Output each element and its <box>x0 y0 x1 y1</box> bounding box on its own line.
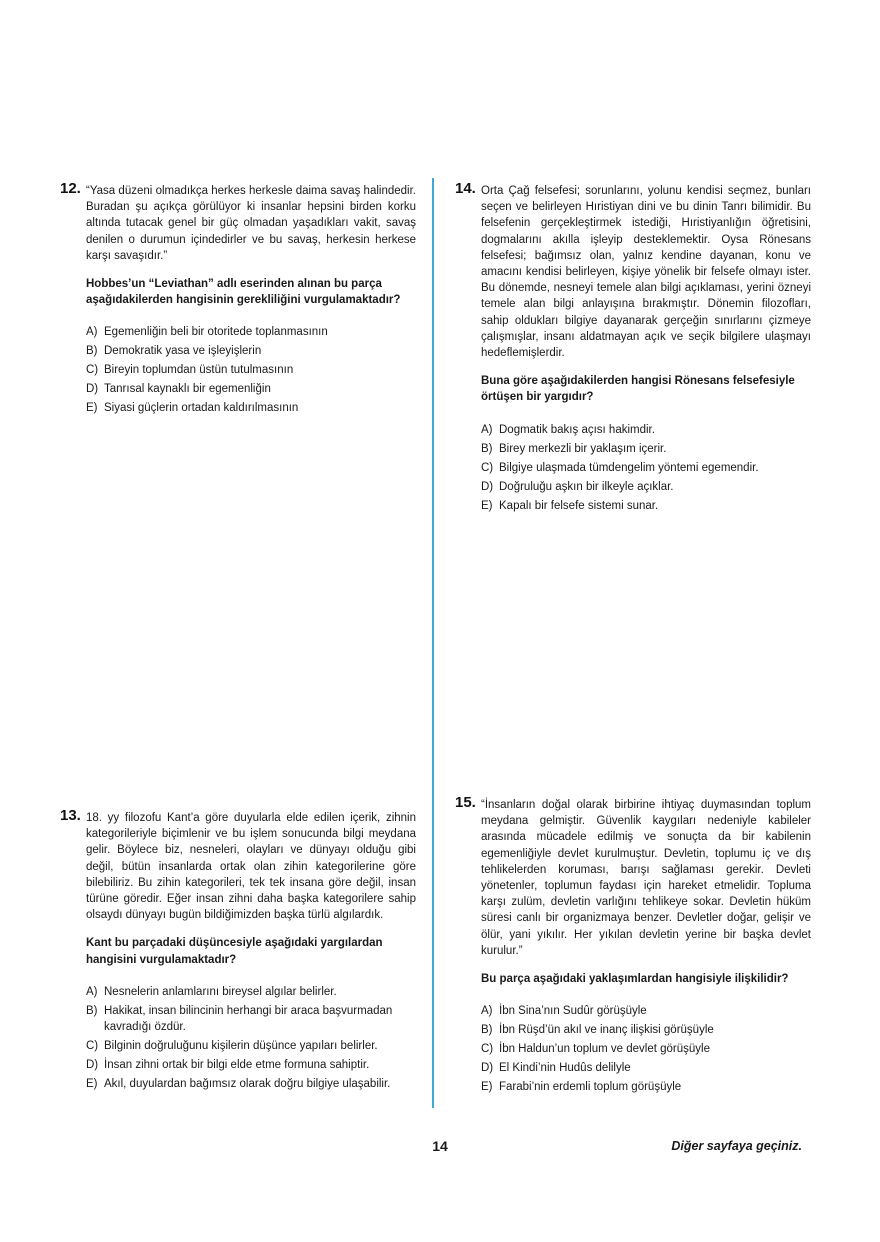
option-letter: D) <box>86 1058 99 1071</box>
option-letter: E) <box>481 499 493 512</box>
option-text: İbn Haldun’un toplum ve devlet görüşüyle <box>499 1043 710 1056</box>
option-text: Egemenliğin beli bir otoritede toplanmasının <box>104 326 328 339</box>
option-letter: A) <box>481 423 493 436</box>
option-letter: B) <box>481 442 493 455</box>
option-a[interactable] <box>86 984 416 1000</box>
option-c[interactable] <box>86 1038 416 1054</box>
question-number: 15. <box>455 794 476 811</box>
option-text: Tanrısal kaynaklı bir egemenliğin <box>104 383 271 396</box>
page-number: 14 <box>432 1138 448 1154</box>
option-letter: B) <box>481 1024 493 1037</box>
option-b[interactable] <box>481 1022 811 1038</box>
option-letter: A) <box>86 985 98 998</box>
column-divider <box>432 178 434 1108</box>
question-prompt: Bu parça aşağıdaki yaklaşımlardan hangisiyle ilişkilidir? <box>481 973 789 986</box>
answer-options <box>481 422 811 514</box>
option-letter: E) <box>481 1081 493 1094</box>
option-letter: A) <box>481 1005 493 1018</box>
option-d[interactable] <box>481 479 811 495</box>
option-d[interactable] <box>481 1060 811 1076</box>
option-text: İbn Rüşd’ün akıl ve inanç ilişkisi görüşüyle <box>499 1024 714 1037</box>
question-number: 12. <box>60 180 81 197</box>
question-stem: “Yasa düzeni olmadıkça herkes herkesle daima savaş halindedir. Buradan şu açıkça görülüyor ki insanlar hepsini birden korku altında tutacak genel bir güç olmadan yaşadıkları vakit, savaş denilen o durumun içindedirler ve bu savaş, herkesin herkese karşı savaşıdır.” <box>86 185 416 262</box>
option-letter: C) <box>481 461 494 474</box>
option-c[interactable] <box>481 460 811 476</box>
option-a[interactable] <box>86 324 416 340</box>
option-text: Bilginin doğruluğunu kişilerin düşünce yapıları belirler. <box>104 1039 378 1052</box>
option-e[interactable] <box>86 400 416 416</box>
option-a[interactable] <box>481 422 811 438</box>
option-d[interactable] <box>86 1057 416 1073</box>
question-stem: Orta Çağ felsefesi; sorunlarını, yolunu kendisi seçmez, bunları seçen ve belirleyen Hıristiyan dini ve bu dinin Tanrı bilimidir. Bu felsefenin gerçekleştirmek istediği, Hıristiyanlığın öğretisini, dogmalarını akılla işleyip desteklemektir. Oysa Rönesans felsefesi; bağımsız olan, yalnız kendine dayanan, konu ve amacını kendisi belirleyen, kişiye yönelik bir felsefe olmayı ister. Bu dönemde, nesneyi temele alan bilgi açıklaması, yerini özneyi temele alan bilgi anlayışına bırakmıştır. Dönemin filozofları, sahip oldukları bilgiye dayanarak gerçeğin sınırlarını çizmeye çalışmışlar, insanı aldatmayan açık ve seçik bilgilere ulaşmayı hedeflemişlerdir. <box>481 185 811 360</box>
option-text: İbn Sina’nın Sudûr görüşüyle <box>499 1005 647 1018</box>
option-a[interactable] <box>481 1003 811 1019</box>
question-15 <box>455 794 811 1098</box>
option-letter: C) <box>86 1039 99 1052</box>
option-letter: B) <box>86 1004 98 1017</box>
option-text: El Kindi’nin Hudûs delilyle <box>499 1062 631 1075</box>
option-text: Akıl, duyulardan bağımsız olarak doğru bilgiye ulaşabilir. <box>104 1077 391 1090</box>
option-b[interactable] <box>481 441 811 457</box>
option-letter: D) <box>86 383 99 396</box>
question-number: 14. <box>455 180 476 197</box>
option-text: Doğruluğu aşkın bir ilkeyle açıklar. <box>499 480 674 493</box>
answer-options <box>481 1003 811 1095</box>
question-12 <box>60 180 416 419</box>
option-text: Bilgiye ulaşmada tümdengelim yöntemi egemendir. <box>499 461 759 474</box>
option-letter: E) <box>86 402 98 415</box>
option-text: Dogmatik bakış açısı hakimdir. <box>499 423 655 436</box>
option-letter: C) <box>481 1043 494 1056</box>
option-e[interactable] <box>481 498 811 514</box>
option-letter: E) <box>86 1077 98 1090</box>
option-letter: D) <box>481 1062 494 1075</box>
question-14 <box>455 180 811 517</box>
option-text: Bireyin toplumdan üstün tutulmasının <box>104 364 294 377</box>
option-text: Nesnelerin anlamlarını bireysel algılar belirler. <box>104 985 337 998</box>
option-e[interactable] <box>86 1076 416 1092</box>
question-13 <box>60 807 416 1095</box>
question-prompt: Buna göre aşağıdakilerden hangisi Rönesans felsefesiyle örtüşen bir yargıdır? <box>481 375 795 404</box>
option-letter: D) <box>481 480 494 493</box>
option-text: Birey merkezli bir yaklaşım içerir. <box>499 442 667 455</box>
option-letter: B) <box>86 345 98 358</box>
option-text: Siyasi güçlerin ortadan kaldırılmasının <box>104 402 299 415</box>
option-text: Demokratik yasa ve işleyişlerin <box>104 345 262 358</box>
option-e[interactable] <box>481 1079 811 1095</box>
option-b[interactable] <box>86 1003 416 1035</box>
option-letter: A) <box>86 326 98 339</box>
question-number: 13. <box>60 807 81 824</box>
option-d[interactable] <box>86 381 416 397</box>
option-letter: C) <box>86 364 99 377</box>
question-stem: 18. yy filozofu Kant’a göre duyularla elde edilen içerik, zihnin kategorileriyle biçimlenir ve bu işlem sonucunda bilgi meydana gelir. Böylece biz, nesneleri, olayları ve dünyayı olduğu gibi değil, bütün insanlarda ortak olan zihin kategorilerine göre bilebiliriz. Bu zihin kategorileri, tek tek insana göre değil, insan türüne göredir. Eğer insan zihni daha başka kategorilere sahip olsaydı dünyayı bugün bildiğimizden başka türlü algılardık. <box>86 812 416 922</box>
option-c[interactable] <box>481 1041 811 1057</box>
question-stem: “İnsanların doğal olarak birbirine ihtiyaç duymasından toplum meydana gelmiştir. Güvenlik kaygıları nedeniyle kabileler arasında mücadele edilmiş ve sonuçta da bir kabilenin egemenliğiyle devlet kurulmuştur. Devletin, toplumu iç ve dış tehlikelerden koruması, barışı sağlaması gerekir. Devleti yönetenler, toplumun faydası için hareket etmelidir. Topluma karşı zulüm, devletin varlığını tehlikeye sokar. Devletin hüküm süresi canlı bir organizmaya benzer. Devletler doğar, gelişir ve ölür, yani yıkılır. Her yıkılan devletin yerine bir başka devlet kurulur.” <box>481 799 811 957</box>
option-text: Hakikat, insan bilincinin herhangi bir araca başvurmadan kavradığı özdür. <box>104 1004 393 1033</box>
question-prompt: Kant bu parçadaki düşüncesiyle aşağıdaki yargılardan hangisini vurgulamaktadır? <box>86 937 383 966</box>
option-text: Kapalı bir felsefe sistemi sunar. <box>499 499 659 512</box>
answer-options <box>86 984 416 1092</box>
option-text: Farabi’nin erdemli toplum görüşüyle <box>499 1081 682 1094</box>
option-b[interactable] <box>86 343 416 359</box>
question-prompt: Hobbes’un “Leviathan” adlı eserinden alınan bu parça aşağıdakilerden hangisinin gerekliliğini vurgulamaktadır? <box>86 278 401 307</box>
option-text: İnsan zihni ortak bir bilgi elde etme formuna sahiptir. <box>104 1058 370 1071</box>
next-page-note: Diğer sayfaya geçiniz. <box>671 1139 802 1153</box>
answer-options <box>86 324 416 416</box>
option-c[interactable] <box>86 362 416 378</box>
